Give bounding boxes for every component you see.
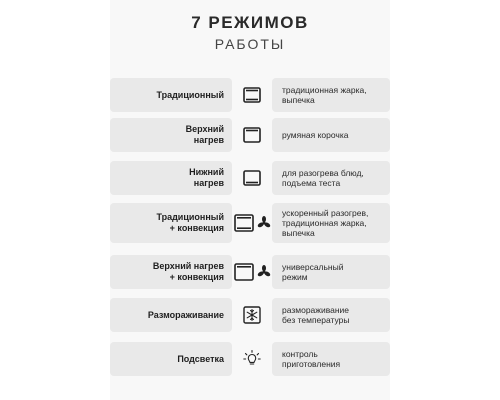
page-title: 7 РЕЖИМОВ (191, 13, 309, 32)
lamp-icon (237, 342, 267, 376)
mode-row-defrost (110, 298, 390, 332)
mode-row-top-heat (110, 118, 390, 152)
mode-description: контроль приготовления (272, 342, 390, 376)
mode-label: Нижний нагрев (110, 161, 232, 195)
mode-label: Верхний нагрев + конвекция (110, 255, 232, 289)
mode-row-traditional-convection (110, 203, 390, 243)
mode-description: ускоренный разогрев, традиционная жарка, выпечка (272, 203, 390, 243)
oven-top-fan-icon (232, 255, 274, 289)
snowflake-icon (237, 298, 267, 332)
mode-row-top-heat-convection (110, 255, 390, 289)
mode-description: размораживание без температуры (272, 298, 390, 332)
oven-modes-card (110, 0, 390, 400)
oven-bottom-heat-icon (237, 161, 267, 195)
mode-row-traditional (110, 78, 390, 112)
mode-label: Размораживание (110, 298, 232, 332)
mode-description: универсальный режим (272, 255, 390, 289)
oven-full-icon (237, 78, 267, 112)
mode-description: традиционная жарка, выпечка (272, 78, 390, 112)
page-subtitle: РАБОТЫ (214, 36, 286, 52)
header (110, 12, 390, 54)
mode-label: Традиционный + конвекция (110, 203, 232, 243)
mode-label: Традиционный (110, 78, 232, 112)
mode-row-light (110, 342, 390, 376)
mode-label: Верхний нагрев (110, 118, 232, 152)
oven-full-fan-icon (232, 203, 274, 243)
mode-row-bottom-heat (110, 161, 390, 195)
mode-label: Подсветка (110, 342, 232, 376)
mode-description: для разогрева блюд, подъема теста (272, 161, 390, 195)
mode-description: румяная корочка (272, 118, 390, 152)
oven-top-heat-icon (237, 118, 267, 152)
